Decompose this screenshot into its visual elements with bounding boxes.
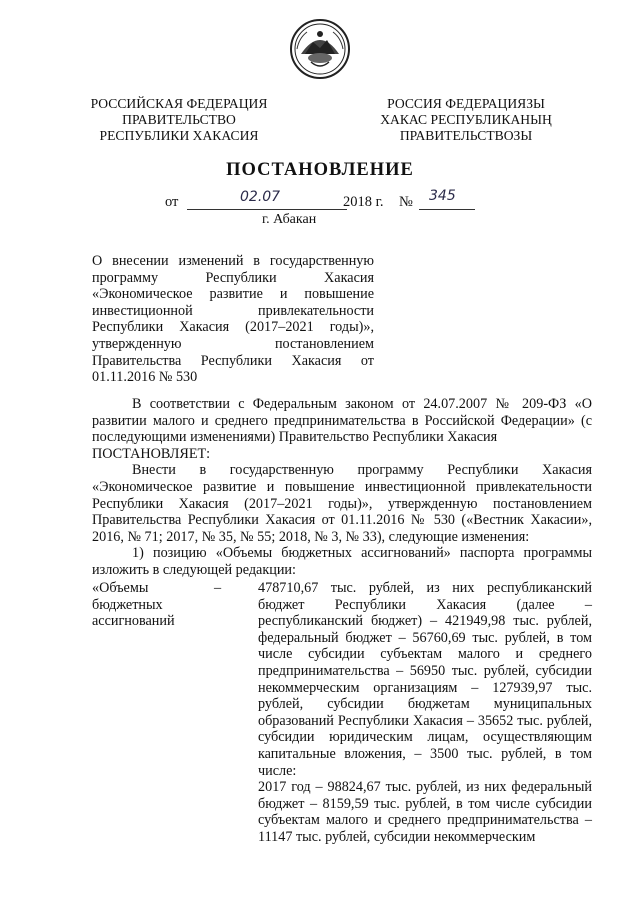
- date-prefix: от: [165, 194, 179, 210]
- table-label-line: бюджетных: [92, 596, 163, 613]
- number-sign: №: [399, 194, 413, 210]
- header-right-line: РОССИЯ ФЕДЕРАЦИЯЗЫ: [387, 96, 545, 111]
- header-left-line: РЕСПУБЛИКИ ХАКАСИЯ: [99, 128, 259, 143]
- table-label-line: ассигнований: [92, 613, 175, 630]
- number-underline: [419, 209, 475, 210]
- decree-word: ПОСТАНОВЛЯЕТ:: [92, 445, 211, 462]
- city-label: г. Абакан: [262, 212, 317, 227]
- body-paragraph: В соответствии с Федеральным законом от 24.07.2007 № 209-ФЗ «О развитии малого и среднего предпринимательства в Российской Федерации» (с последующими изменениями) Правительство Республики Хакасия: [92, 396, 592, 446]
- document-body: [92, 396, 592, 579]
- header-left-block: [86, 96, 272, 144]
- table-paragraph: 478710,67 тыс. рублей, из них республиканский бюджет Республики Хакасия (далее – республиканский бюджет) – 421949,98 тыс. рублей, федеральный бюджет – 56760,69 тыс. рублей, в том числе субсидии субъектам малого и среднего предпринимательства – 56950 тыс. рублей, субсидии некоммерческим организациям – 127939,97 тыс. рублей, субсидии бюджетам муниципальных образований Республики Хакасия – 35652 тыс. рублей, субсидии юридическим лицам, осуществляющим капитальные вложения, – 3500 тыс. рублей, в том числе:: [258, 580, 592, 779]
- date-number-line: [165, 188, 485, 213]
- handwritten-number: 345: [429, 188, 456, 204]
- table-paragraph: 2017 год – 98824,67 тыс. рублей, из них федеральный бюджет – 8159,59 тыс. рублей, в том числе субсидии субъектам малого и среднего предпринимательства – 11147 тыс. рублей, субсидии некоммерческим: [258, 779, 592, 845]
- header-right-line: ПРАВИТЕЛЬСТВОЗЫ: [399, 128, 533, 143]
- table-dash: –: [214, 580, 222, 596]
- date-underline: [187, 209, 347, 210]
- table-label-line: «Объемы: [92, 580, 149, 596]
- table-right-content: [258, 580, 592, 846]
- document-title: О внесении изменений в государственную программу Республики Хакасия «Экономическое развитие и повышение инвестиционной привлекательности Республики Хакасия (2017–2021 годы)», утвержденную постановлением Правительства Республики Хакасия от 01.11.2016 № 530: [92, 253, 374, 386]
- header-right-line: ХАКАС РЕСПУБЛИКАНЫҢ: [380, 112, 552, 127]
- header-left-line: РОССИЙСКАЯ ФЕДЕРАЦИЯ: [90, 96, 268, 111]
- body-paragraph: Внести в государственную программу Республики Хакасия «Экономическое развитие и повышение инвестиционной привлекательности Республики Хакасия (2017–2021 годы)», утвержденную постановлением Правительства Республики Хакасия от 01.11.2016 № 530 («Вестник Хакасии», 2016, № 71; 2017, № 35, № 55; 2018, № 3, № 33), следующие изменения:: [92, 462, 592, 545]
- document-type-heading: ПОСТАНОВЛЕНИЕ: [226, 160, 414, 180]
- table-left-label: [92, 580, 182, 630]
- year-label: 2018 г.: [343, 194, 384, 210]
- handwritten-date: 02.07: [240, 189, 281, 205]
- header-right-block: [368, 96, 564, 144]
- body-paragraph: 1) позицию «Объемы бюджетных ассигнований» паспорта программы изложить в следующей редакции:: [92, 545, 592, 578]
- coat-of-arms-icon: [289, 18, 351, 80]
- header-left-line: ПРАВИТЕЛЬСТВО: [122, 112, 236, 127]
